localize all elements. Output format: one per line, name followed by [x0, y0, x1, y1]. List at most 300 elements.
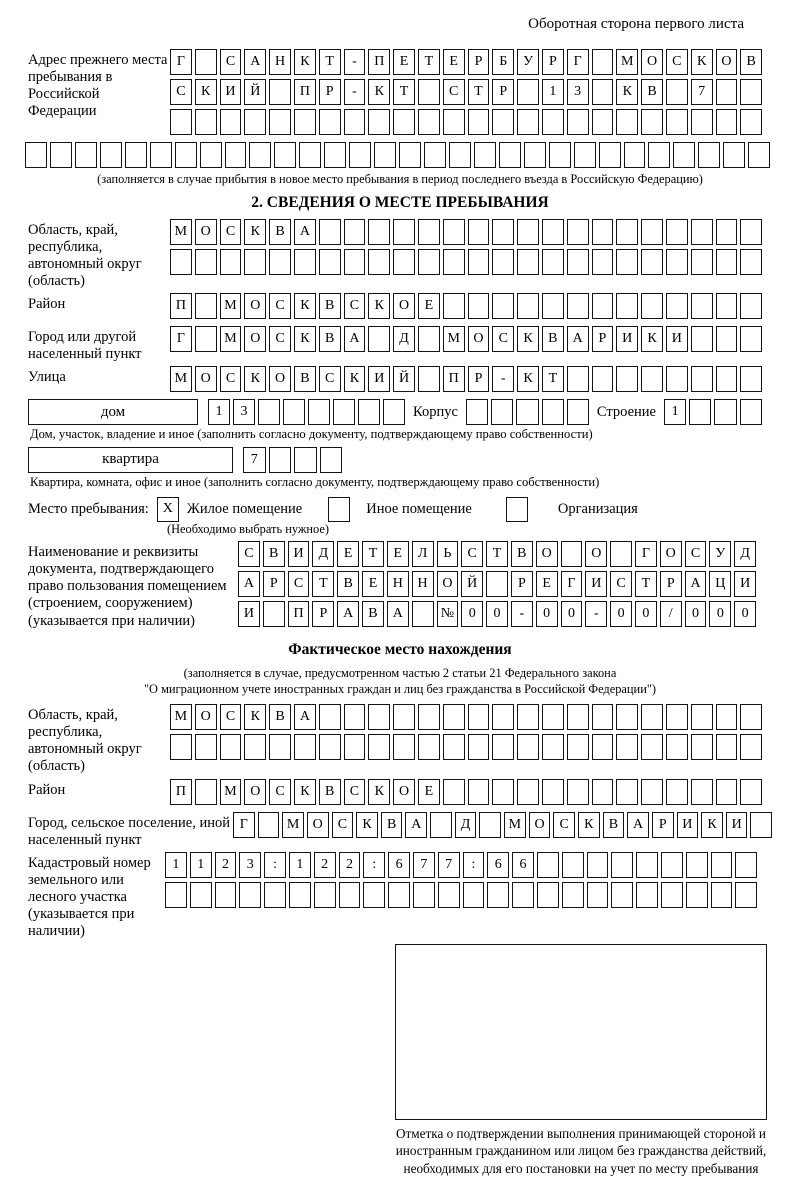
char-box[interactable]: П: [443, 366, 465, 392]
char-box[interactable]: [537, 882, 559, 908]
char-box[interactable]: Т: [312, 571, 334, 597]
char-box[interactable]: [641, 734, 663, 760]
char-box[interactable]: [492, 109, 514, 135]
char-box[interactable]: -: [492, 366, 514, 392]
char-box[interactable]: 2: [339, 852, 361, 878]
char-box[interactable]: [474, 142, 496, 168]
char-box[interactable]: [542, 704, 564, 730]
char-box[interactable]: [714, 399, 736, 425]
char-box[interactable]: [636, 882, 658, 908]
char-box[interactable]: Р: [660, 571, 682, 597]
char-box[interactable]: [492, 779, 514, 805]
char-box[interactable]: 7: [243, 447, 266, 473]
char-box[interactable]: [368, 326, 390, 352]
char-box[interactable]: [468, 293, 490, 319]
char-box[interactable]: [249, 142, 271, 168]
char-box[interactable]: И: [726, 812, 748, 838]
char-box[interactable]: [641, 249, 663, 275]
char-box[interactable]: [592, 249, 614, 275]
char-box[interactable]: 3: [239, 852, 261, 878]
char-box[interactable]: В: [269, 219, 291, 245]
char-box[interactable]: [50, 142, 72, 168]
char-box[interactable]: [661, 852, 683, 878]
char-box[interactable]: [716, 326, 738, 352]
char-box[interactable]: 0: [635, 601, 657, 627]
char-box[interactable]: [517, 79, 539, 105]
char-box[interactable]: Т: [468, 79, 490, 105]
char-box[interactable]: [641, 109, 663, 135]
char-box[interactable]: [740, 326, 762, 352]
char-box[interactable]: [418, 249, 440, 275]
char-box[interactable]: Г: [233, 812, 255, 838]
char-box[interactable]: К: [517, 366, 539, 392]
char-box[interactable]: [716, 293, 738, 319]
char-box[interactable]: [616, 704, 638, 730]
char-box[interactable]: Ь: [437, 541, 459, 567]
char-box[interactable]: [567, 293, 589, 319]
char-box[interactable]: П: [294, 79, 316, 105]
char-box[interactable]: [549, 142, 571, 168]
char-box[interactable]: [636, 852, 658, 878]
char-box[interactable]: Н: [412, 571, 434, 597]
char-box[interactable]: [200, 142, 222, 168]
char-box[interactable]: [740, 219, 762, 245]
char-box[interactable]: 6: [512, 852, 534, 878]
char-box[interactable]: [413, 882, 435, 908]
char-box[interactable]: [567, 734, 589, 760]
char-box[interactable]: [537, 852, 559, 878]
char-box[interactable]: 0: [734, 601, 756, 627]
char-box[interactable]: [492, 734, 514, 760]
char-box[interactable]: К: [294, 293, 316, 319]
char-box[interactable]: С: [610, 571, 632, 597]
char-box[interactable]: И: [585, 571, 607, 597]
char-box[interactable]: С: [269, 293, 291, 319]
char-box[interactable]: [517, 219, 539, 245]
char-box[interactable]: Л: [412, 541, 434, 567]
char-box[interactable]: [592, 293, 614, 319]
char-box[interactable]: [666, 734, 688, 760]
char-box[interactable]: [319, 704, 341, 730]
char-box[interactable]: [592, 219, 614, 245]
char-box[interactable]: [220, 734, 242, 760]
char-box[interactable]: [244, 734, 266, 760]
char-box[interactable]: [691, 734, 713, 760]
char-box[interactable]: -: [344, 79, 366, 105]
char-box[interactable]: [244, 109, 266, 135]
char-box[interactable]: О: [660, 541, 682, 567]
char-box[interactable]: [463, 882, 485, 908]
char-box[interactable]: Е: [337, 541, 359, 567]
char-box[interactable]: [418, 704, 440, 730]
char-box[interactable]: М: [220, 293, 242, 319]
char-box[interactable]: Р: [263, 571, 285, 597]
char-box[interactable]: [542, 293, 564, 319]
char-box[interactable]: 0: [685, 601, 707, 627]
char-box[interactable]: Г: [567, 49, 589, 75]
char-box[interactable]: [468, 219, 490, 245]
char-box[interactable]: [308, 399, 330, 425]
char-box[interactable]: 0: [709, 601, 731, 627]
char-box[interactable]: 0: [461, 601, 483, 627]
char-box[interactable]: [269, 109, 291, 135]
char-box[interactable]: О: [195, 366, 217, 392]
char-box[interactable]: [517, 779, 539, 805]
char-box[interactable]: [512, 882, 534, 908]
char-box[interactable]: [100, 142, 122, 168]
char-box[interactable]: [716, 366, 738, 392]
char-box[interactable]: А: [387, 601, 409, 627]
char-box[interactable]: И: [238, 601, 260, 627]
char-box[interactable]: [542, 734, 564, 760]
char-box[interactable]: [319, 109, 341, 135]
char-box[interactable]: С: [238, 541, 260, 567]
char-box[interactable]: М: [170, 366, 192, 392]
char-box[interactable]: [449, 142, 471, 168]
char-box[interactable]: [592, 366, 614, 392]
char-box[interactable]: [412, 601, 434, 627]
char-box[interactable]: Т: [418, 49, 440, 75]
char-box[interactable]: О: [437, 571, 459, 597]
char-box[interactable]: [691, 366, 713, 392]
char-box[interactable]: [666, 779, 688, 805]
char-box[interactable]: [430, 812, 452, 838]
char-box[interactable]: [487, 882, 509, 908]
char-box[interactable]: М: [220, 326, 242, 352]
char-box[interactable]: Г: [561, 571, 583, 597]
char-box[interactable]: [711, 852, 733, 878]
char-box[interactable]: [486, 571, 508, 597]
char-box[interactable]: [740, 293, 762, 319]
char-box[interactable]: Р: [542, 49, 564, 75]
char-box[interactable]: Д: [393, 326, 415, 352]
char-box[interactable]: И: [677, 812, 699, 838]
char-box[interactable]: [499, 142, 521, 168]
char-box[interactable]: И: [220, 79, 242, 105]
char-box[interactable]: [399, 142, 421, 168]
char-box[interactable]: [258, 812, 280, 838]
char-box[interactable]: Е: [362, 571, 384, 597]
char-box[interactable]: [368, 109, 390, 135]
char-box[interactable]: [740, 249, 762, 275]
char-box[interactable]: :: [264, 852, 286, 878]
char-box[interactable]: [666, 109, 688, 135]
char-box[interactable]: [524, 142, 546, 168]
char-box[interactable]: К: [701, 812, 723, 838]
char-box[interactable]: И: [666, 326, 688, 352]
char-box[interactable]: [215, 882, 237, 908]
char-box[interactable]: Т: [542, 366, 564, 392]
char-box[interactable]: О: [307, 812, 329, 838]
char-box[interactable]: 0: [486, 601, 508, 627]
char-box[interactable]: О: [585, 541, 607, 567]
char-box[interactable]: [592, 109, 614, 135]
char-box[interactable]: [492, 293, 514, 319]
char-box[interactable]: [269, 79, 291, 105]
char-box[interactable]: Е: [443, 49, 465, 75]
char-box[interactable]: В: [603, 812, 625, 838]
char-box[interactable]: Р: [652, 812, 674, 838]
char-box[interactable]: [691, 293, 713, 319]
char-box[interactable]: [491, 399, 513, 425]
char-box[interactable]: [239, 882, 261, 908]
char-box[interactable]: [368, 219, 390, 245]
char-box[interactable]: [592, 49, 614, 75]
char-box[interactable]: [666, 79, 688, 105]
char-box[interactable]: [418, 326, 440, 352]
char-box[interactable]: Р: [312, 601, 334, 627]
char-box[interactable]: В: [381, 812, 403, 838]
char-box[interactable]: Р: [319, 79, 341, 105]
char-box[interactable]: [567, 109, 589, 135]
char-box[interactable]: С: [461, 541, 483, 567]
char-box[interactable]: [661, 882, 683, 908]
char-box[interactable]: [748, 142, 770, 168]
char-box[interactable]: [443, 219, 465, 245]
char-box[interactable]: 2: [215, 852, 237, 878]
char-box[interactable]: [418, 109, 440, 135]
char-box[interactable]: Д: [455, 812, 477, 838]
char-box[interactable]: [616, 249, 638, 275]
char-box[interactable]: У: [709, 541, 731, 567]
char-box[interactable]: [150, 142, 172, 168]
char-box[interactable]: [393, 734, 415, 760]
char-box[interactable]: [666, 293, 688, 319]
char-box[interactable]: [686, 852, 708, 878]
char-box[interactable]: [616, 734, 638, 760]
char-box[interactable]: В: [263, 541, 285, 567]
char-box[interactable]: [716, 734, 738, 760]
char-box[interactable]: [723, 142, 745, 168]
char-box[interactable]: [698, 142, 720, 168]
char-box[interactable]: М: [282, 812, 304, 838]
char-box[interactable]: [374, 142, 396, 168]
char-box[interactable]: 3: [233, 399, 255, 425]
char-box[interactable]: Е: [418, 293, 440, 319]
char-box[interactable]: [289, 882, 311, 908]
char-box[interactable]: В: [362, 601, 384, 627]
char-box[interactable]: [517, 249, 539, 275]
char-box[interactable]: [592, 704, 614, 730]
char-box[interactable]: [393, 219, 415, 245]
char-box[interactable]: М: [170, 219, 192, 245]
char-box[interactable]: 1: [190, 852, 212, 878]
char-box[interactable]: [641, 293, 663, 319]
char-box[interactable]: 0: [536, 601, 558, 627]
checkbox-other-premises[interactable]: [328, 497, 350, 522]
char-box[interactable]: У: [517, 49, 539, 75]
char-box[interactable]: [294, 734, 316, 760]
char-box[interactable]: [691, 779, 713, 805]
char-box[interactable]: [735, 882, 757, 908]
char-box[interactable]: [592, 734, 614, 760]
char-box[interactable]: [269, 447, 292, 473]
char-box[interactable]: М: [616, 49, 638, 75]
char-box[interactable]: Р: [468, 49, 490, 75]
char-box[interactable]: [740, 704, 762, 730]
char-box[interactable]: С: [220, 49, 242, 75]
char-box[interactable]: [468, 109, 490, 135]
char-box[interactable]: [691, 219, 713, 245]
char-box[interactable]: В: [319, 293, 341, 319]
char-box[interactable]: А: [238, 571, 260, 597]
char-box[interactable]: [418, 366, 440, 392]
char-box[interactable]: К: [195, 79, 217, 105]
char-box[interactable]: [274, 142, 296, 168]
char-box[interactable]: М: [220, 779, 242, 805]
char-box[interactable]: [443, 779, 465, 805]
char-box[interactable]: 6: [388, 852, 410, 878]
char-box[interactable]: :: [363, 852, 385, 878]
char-box[interactable]: №: [437, 601, 459, 627]
char-box[interactable]: Г: [635, 541, 657, 567]
char-box[interactable]: Е: [418, 779, 440, 805]
char-box[interactable]: [195, 734, 217, 760]
char-box[interactable]: А: [294, 704, 316, 730]
char-box[interactable]: К: [368, 293, 390, 319]
char-box[interactable]: [195, 249, 217, 275]
char-box[interactable]: М: [504, 812, 526, 838]
char-box[interactable]: [269, 249, 291, 275]
char-box[interactable]: [711, 882, 733, 908]
char-box[interactable]: И: [616, 326, 638, 352]
char-box[interactable]: М: [170, 704, 192, 730]
char-box[interactable]: О: [529, 812, 551, 838]
char-box[interactable]: П: [170, 293, 192, 319]
char-box[interactable]: [299, 142, 321, 168]
char-box[interactable]: [542, 249, 564, 275]
char-box[interactable]: [479, 812, 501, 838]
char-box[interactable]: [170, 109, 192, 135]
char-box[interactable]: [125, 142, 147, 168]
char-box[interactable]: 1: [542, 79, 564, 105]
char-box[interactable]: [393, 109, 415, 135]
char-box[interactable]: [689, 399, 711, 425]
char-box[interactable]: [195, 779, 217, 805]
char-box[interactable]: О: [195, 704, 217, 730]
char-box[interactable]: [716, 704, 738, 730]
char-box[interactable]: 2: [314, 852, 336, 878]
char-box[interactable]: Й: [393, 366, 415, 392]
char-box[interactable]: [344, 249, 366, 275]
char-box[interactable]: В: [294, 366, 316, 392]
char-box[interactable]: [716, 109, 738, 135]
char-box[interactable]: Д: [734, 541, 756, 567]
char-box[interactable]: И: [288, 541, 310, 567]
char-box[interactable]: [468, 704, 490, 730]
char-box[interactable]: [175, 142, 197, 168]
char-box[interactable]: [418, 734, 440, 760]
char-box[interactable]: А: [627, 812, 649, 838]
char-box[interactable]: [294, 447, 317, 473]
char-box[interactable]: И: [734, 571, 756, 597]
char-box[interactable]: Р: [511, 571, 533, 597]
char-box[interactable]: К: [641, 326, 663, 352]
char-box[interactable]: [716, 249, 738, 275]
char-box[interactable]: А: [405, 812, 427, 838]
char-box[interactable]: Й: [244, 79, 266, 105]
char-box[interactable]: 7: [438, 852, 460, 878]
char-box[interactable]: 1: [208, 399, 230, 425]
char-box[interactable]: [393, 704, 415, 730]
char-box[interactable]: [567, 366, 589, 392]
char-box[interactable]: [263, 601, 285, 627]
char-box[interactable]: [358, 399, 380, 425]
char-box[interactable]: [294, 109, 316, 135]
char-box[interactable]: К: [517, 326, 539, 352]
char-box[interactable]: Д: [312, 541, 334, 567]
char-box[interactable]: [269, 734, 291, 760]
char-box[interactable]: О: [244, 293, 266, 319]
char-box[interactable]: [170, 249, 192, 275]
char-box[interactable]: [344, 219, 366, 245]
char-box[interactable]: [165, 882, 187, 908]
char-box[interactable]: [443, 704, 465, 730]
char-box[interactable]: [716, 219, 738, 245]
char-box[interactable]: [264, 882, 286, 908]
char-box[interactable]: М: [443, 326, 465, 352]
char-box[interactable]: [567, 399, 589, 425]
char-box[interactable]: О: [195, 219, 217, 245]
char-box[interactable]: О: [468, 326, 490, 352]
char-box[interactable]: В: [319, 779, 341, 805]
char-box[interactable]: -: [585, 601, 607, 627]
char-box[interactable]: -: [511, 601, 533, 627]
char-box[interactable]: [641, 779, 663, 805]
char-box[interactable]: [443, 249, 465, 275]
char-box[interactable]: [616, 219, 638, 245]
char-box[interactable]: [195, 49, 217, 75]
char-box[interactable]: [25, 142, 47, 168]
char-box[interactable]: Т: [362, 541, 384, 567]
char-box[interactable]: [424, 142, 446, 168]
char-box[interactable]: Г: [170, 326, 192, 352]
char-box[interactable]: [393, 249, 415, 275]
char-box[interactable]: К: [244, 704, 266, 730]
char-box[interactable]: [691, 326, 713, 352]
char-box[interactable]: [466, 399, 488, 425]
char-box[interactable]: [418, 219, 440, 245]
char-box[interactable]: С: [220, 219, 242, 245]
char-box[interactable]: [314, 882, 336, 908]
char-box[interactable]: Б: [492, 49, 514, 75]
char-box[interactable]: [624, 142, 646, 168]
char-box[interactable]: С: [220, 366, 242, 392]
char-box[interactable]: [418, 79, 440, 105]
char-box[interactable]: [542, 219, 564, 245]
char-box[interactable]: [349, 142, 371, 168]
house-type-field[interactable]: дом: [28, 399, 198, 425]
char-box[interactable]: О: [244, 779, 266, 805]
char-box[interactable]: [220, 109, 242, 135]
char-box[interactable]: [567, 249, 589, 275]
char-box[interactable]: [363, 882, 385, 908]
char-box[interactable]: 1: [165, 852, 187, 878]
char-box[interactable]: Ц: [709, 571, 731, 597]
char-box[interactable]: А: [344, 326, 366, 352]
char-box[interactable]: [648, 142, 670, 168]
char-box[interactable]: [616, 779, 638, 805]
char-box[interactable]: [611, 882, 633, 908]
char-box[interactable]: [443, 734, 465, 760]
char-box[interactable]: К: [344, 366, 366, 392]
char-box[interactable]: 1: [664, 399, 686, 425]
char-box[interactable]: 6: [487, 852, 509, 878]
char-box[interactable]: Е: [387, 541, 409, 567]
char-box[interactable]: О: [641, 49, 663, 75]
char-box[interactable]: С: [443, 79, 465, 105]
char-box[interactable]: [195, 293, 217, 319]
